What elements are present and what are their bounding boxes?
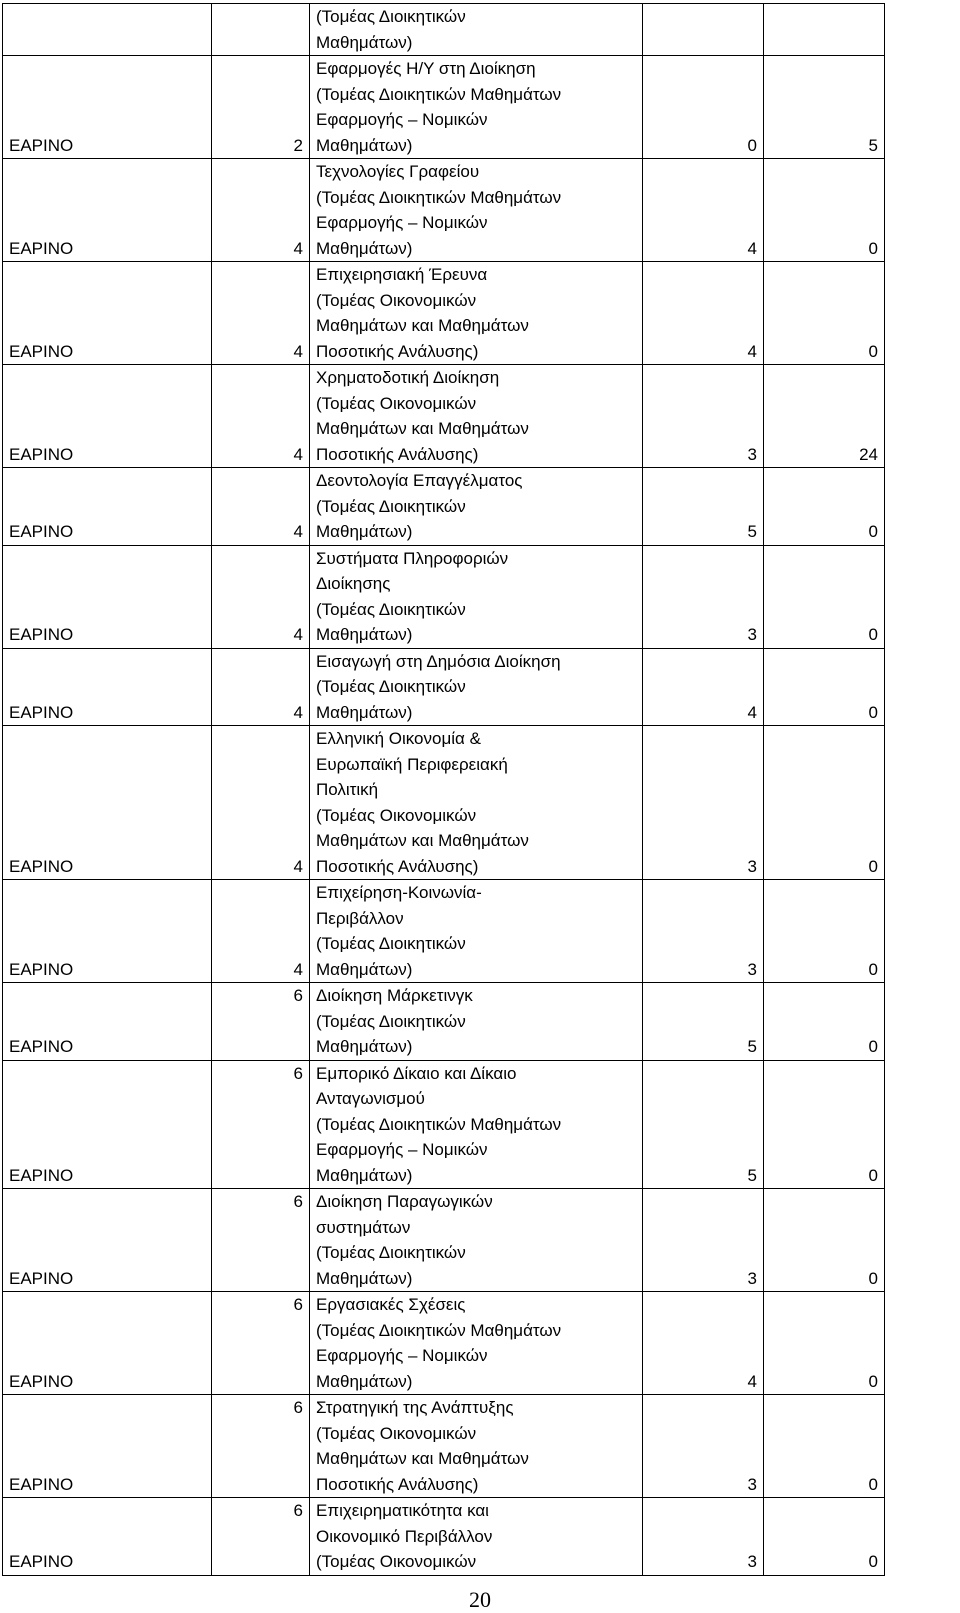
table-row: [3, 1498, 885, 1576]
value-cell-2: 0: [764, 262, 885, 365]
course-line: Μαθημάτων): [316, 522, 413, 541]
course-line: Ποσοτικής Ανάλυσης): [316, 1474, 479, 1494]
course-cell: [310, 726, 643, 880]
value-cell-1: [643, 4, 764, 56]
semester-cell: ΕΑΡΙΝΟ: [3, 1395, 212, 1498]
course-line: Μαθημάτων): [316, 959, 413, 979]
value-cell-2: 0: [764, 468, 885, 546]
semester-cell: ΕΑΡΙΝΟ: [3, 1292, 212, 1395]
course-line: Μαθημάτων): [316, 1165, 413, 1185]
semester-number-cell: 6: [212, 1060, 310, 1189]
value-cell-2: 0: [764, 983, 885, 1061]
course-line: συστημάτων: [316, 1217, 411, 1237]
course-cell: [310, 1498, 643, 1576]
course-cell: [310, 983, 643, 1061]
course-line: (Τομέας Οικονομικών: [316, 1423, 477, 1443]
semester-cell: ΕΑΡΙΝΟ: [3, 880, 212, 983]
value-cell-2: 0: [764, 1292, 885, 1395]
course-line: Εφαρμογής – Νομικών: [316, 213, 488, 232]
course-line: (Τομέας Διοικητικών: [316, 496, 466, 516]
course-line: (Τομέας Οικονομικών: [316, 805, 477, 825]
semester-number-cell: 4: [212, 159, 310, 262]
course-cell: [310, 880, 643, 983]
semester-cell: ΕΑΡΙΝΟ: [3, 983, 212, 1061]
value-cell-1: 3: [643, 880, 764, 983]
course-line: Ελληνική Οικονομία &: [316, 729, 481, 748]
table-row: [3, 1395, 885, 1498]
value-cell-1: 3: [643, 726, 764, 880]
course-line: (Τομέας Διοικητικών: [316, 1243, 466, 1262]
course-line: (Τομέας Διοικητικών: [316, 934, 466, 953]
course-line: Μαθημάτων): [316, 32, 413, 52]
course-line: Διοίκηση Παραγωγικών: [316, 1192, 493, 1211]
course-cell: [310, 1395, 643, 1498]
value-cell-1: 4: [643, 262, 764, 365]
course-cell: [310, 1292, 643, 1395]
table-row: [3, 56, 885, 159]
table-row: [3, 726, 885, 880]
course-line: Μαθημάτων): [316, 1037, 413, 1056]
value-cell-2: 0: [764, 726, 885, 880]
course-line: Μαθημάτων και Μαθημάτων: [316, 419, 529, 438]
course-line: Περιβάλλον: [316, 908, 404, 928]
semester-cell: ΕΑΡΙΝΟ: [3, 365, 212, 468]
course-line: Εργασιακές Σχέσεις: [316, 1295, 466, 1314]
semester-cell: ΕΑΡΙΝΟ: [3, 1498, 212, 1576]
semester-cell: ΕΑΡΙΝΟ: [3, 159, 212, 262]
table-row: [3, 4, 885, 56]
semester-number-cell: 2: [212, 56, 310, 159]
course-line: (Τομέας Διοικητικών: [316, 677, 466, 696]
course-line: (Τομέας Διοικητικών: [316, 7, 466, 26]
course-line: Ευρωπαϊκή Περιφερειακή: [316, 754, 508, 774]
value-cell-2: 0: [764, 159, 885, 262]
semester-number-cell: 6: [212, 983, 310, 1061]
course-line: Μαθημάτων): [316, 1268, 413, 1288]
course-line: Μαθημάτων): [316, 1371, 413, 1391]
semester-cell: ΕΑΡΙΝΟ: [3, 468, 212, 546]
value-cell-2: 0: [764, 1395, 885, 1498]
value-cell-2: 0: [764, 545, 885, 648]
course-cell: [310, 4, 643, 56]
course-cell: [310, 545, 643, 648]
course-line: (Τομέας Διοικητικών: [316, 599, 466, 619]
course-line: Μαθημάτων): [316, 625, 413, 644]
course-line: Ποσοτικής Ανάλυσης): [316, 341, 479, 361]
course-cell: [310, 365, 643, 468]
table-row: [3, 880, 885, 983]
course-line: Επιχείρηση-Κοινωνία-: [316, 883, 482, 902]
semester-number-cell: 4: [212, 648, 310, 726]
table-row: [3, 262, 885, 365]
course-cell: [310, 1189, 643, 1292]
value-cell-2: 0: [764, 1060, 885, 1189]
table-row: [3, 1189, 885, 1292]
value-cell-1: 3: [643, 545, 764, 648]
course-line: (Τομέας Διοικητικών: [316, 1011, 466, 1031]
course-line: Διοίκηση Μάρκετινγκ: [316, 986, 473, 1005]
course-line: Ανταγωνισμού: [316, 1089, 425, 1108]
value-cell-1: 3: [643, 1189, 764, 1292]
course-line: Δεοντολογία Επαγγέλματος: [316, 471, 523, 490]
semester-cell: ΕΑΡΙΝΟ: [3, 726, 212, 880]
course-line: (Τομέας Οικονομικών: [316, 393, 477, 413]
table-row: [3, 159, 885, 262]
course-line: (Τομέας Διοικητικών Μαθημάτων: [316, 1320, 562, 1340]
value-cell-1: 5: [643, 468, 764, 546]
value-cell-2: [764, 4, 885, 56]
value-cell-2: 5: [764, 56, 885, 159]
value-cell-2: 0: [764, 1498, 885, 1576]
course-line: Ποσοτικής Ανάλυσης): [316, 856, 479, 876]
semester-number-cell: 4: [212, 262, 310, 365]
semester-number-cell: [212, 4, 310, 56]
course-line: (Τομέας Διοικητικών Μαθημάτων: [316, 187, 562, 207]
course-line: Εφαρμογής – Νομικών: [316, 110, 488, 129]
value-cell-1: 5: [643, 1060, 764, 1189]
semester-cell: [3, 4, 212, 56]
value-cell-2: 0: [764, 880, 885, 983]
course-cell: [310, 648, 643, 726]
course-line: Συστήματα Πληροφοριών: [316, 548, 509, 568]
course-line: Εφαρμογής – Νομικών: [316, 1140, 488, 1159]
value-cell-1: 4: [643, 159, 764, 262]
course-line: Μαθημάτων): [316, 135, 413, 155]
course-line: Εφαρμογές Η/Υ στη Διοίκηση: [316, 59, 536, 78]
table-row: [3, 648, 885, 726]
course-line: Στρατηγική της Ανάπτυξης: [316, 1398, 514, 1417]
semester-cell: ΕΑΡΙΝΟ: [3, 262, 212, 365]
course-line: Μαθημάτων και Μαθημάτων: [316, 316, 529, 335]
course-cell: [310, 262, 643, 365]
semester-number-cell: 6: [212, 1189, 310, 1292]
course-line: Πολιτική: [316, 780, 379, 799]
semester-number-cell: 4: [212, 545, 310, 648]
semester-number-cell: 4: [212, 880, 310, 983]
course-line: (Τομέας Οικονομικών: [316, 1552, 477, 1571]
value-cell-2: 0: [764, 648, 885, 726]
page-number: 20: [469, 1587, 491, 1612]
course-line: Μαθημάτων και Μαθημάτων: [316, 831, 529, 850]
table-row: [3, 983, 885, 1061]
course-line: Τεχνολογίες Γραφείου: [316, 162, 480, 181]
value-cell-1: 0: [643, 56, 764, 159]
table-row: [3, 1292, 885, 1395]
semester-number-cell: 6: [212, 1395, 310, 1498]
course-line: (Τομέας Οικονομικών: [316, 290, 477, 310]
course-line: Διοίκησης: [316, 574, 391, 593]
course-cell: [310, 1060, 643, 1189]
course-line: Επιχειρηματικότητα και: [316, 1501, 489, 1520]
course-line: (Τομέας Διοικητικών Μαθημάτων: [316, 1114, 562, 1134]
table-row: [3, 545, 885, 648]
value-cell-2: 0: [764, 1189, 885, 1292]
semester-cell: ΕΑΡΙΝΟ: [3, 56, 212, 159]
value-cell-2: 24: [764, 365, 885, 468]
semester-number-cell: 4: [212, 365, 310, 468]
table-row: [3, 468, 885, 546]
course-line: Ποσοτικής Ανάλυσης): [316, 444, 479, 464]
course-line: Εφαρμογής – Νομικών: [316, 1346, 488, 1365]
course-line: Μαθημάτων): [316, 702, 413, 722]
semester-number-cell: 4: [212, 726, 310, 880]
courses-table-body: [3, 4, 885, 1576]
course-cell: [310, 468, 643, 546]
course-line: Οικονομικό Περιβάλλον: [316, 1526, 493, 1546]
value-cell-1: 4: [643, 1292, 764, 1395]
semester-number-cell: 4: [212, 468, 310, 546]
semester-cell: ΕΑΡΙΝΟ: [3, 1189, 212, 1292]
semester-cell: ΕΑΡΙΝΟ: [3, 648, 212, 726]
course-line: Μαθημάτων): [316, 238, 413, 258]
value-cell-1: 3: [643, 1395, 764, 1498]
value-cell-1: 5: [643, 983, 764, 1061]
value-cell-1: 3: [643, 365, 764, 468]
semester-cell: ΕΑΡΙΝΟ: [3, 545, 212, 648]
courses-table: [2, 3, 885, 1576]
semester-number-cell: 6: [212, 1292, 310, 1395]
course-line: Χρηματοδοτική Διοίκηση: [316, 368, 500, 387]
course-cell: [310, 159, 643, 262]
semester-number-cell: 6: [212, 1498, 310, 1576]
course-line: Εισαγωγή στη Δημόσια Διοίκηση: [316, 651, 561, 671]
course-line: (Τομέας Διοικητικών Μαθημάτων: [316, 84, 562, 104]
course-line: Μαθημάτων και Μαθημάτων: [316, 1449, 529, 1468]
semester-cell: ΕΑΡΙΝΟ: [3, 1060, 212, 1189]
course-line: Εμπορικό Δίκαιο και Δίκαιο: [316, 1063, 517, 1083]
table-row: [3, 365, 885, 468]
course-line: Επιχειρησιακή Έρευνα: [316, 265, 488, 284]
table-row: [3, 1060, 885, 1189]
value-cell-1: 4: [643, 648, 764, 726]
course-cell: [310, 56, 643, 159]
value-cell-1: 3: [643, 1498, 764, 1576]
